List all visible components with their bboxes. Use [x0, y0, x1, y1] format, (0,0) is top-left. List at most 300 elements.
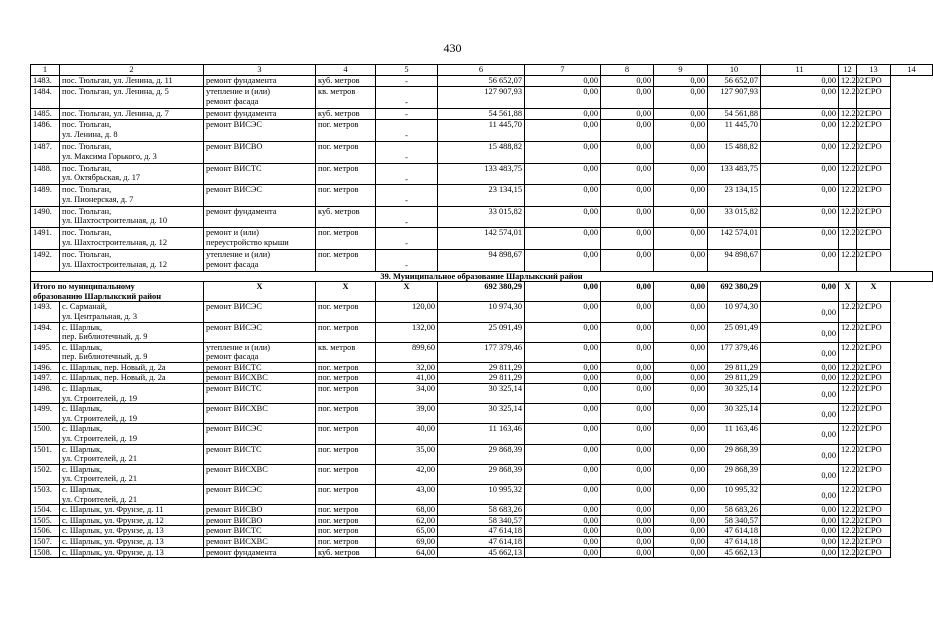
quantity-value: 39,00 — [416, 404, 435, 414]
column-number-cell: 2 — [60, 65, 204, 76]
quantity-cell — [376, 120, 438, 142]
unit-cell: пог. метров — [316, 185, 376, 207]
cost-cell: 25 091,49 — [708, 322, 761, 342]
work-type-cell — [204, 249, 316, 271]
method-cell: СРО — [857, 302, 891, 322]
cost-cell: 58 340,57 — [708, 515, 761, 526]
cost-cell: 0,00 — [525, 322, 601, 342]
cost-cell: 0,00 — [654, 424, 708, 444]
cell-line: с. Шарлык, — [62, 485, 103, 494]
row-number-cell: 1505. — [31, 515, 60, 526]
cost-value: 0,00 — [821, 362, 836, 372]
quantity-cell — [376, 87, 438, 109]
column-number-cell: 8 — [601, 65, 654, 76]
row-number-cell: 1498. — [31, 384, 60, 404]
total-cost-cell: 692 380,29 — [708, 282, 761, 302]
address-cell — [60, 228, 204, 250]
cost-value: 0,00 — [821, 75, 836, 85]
cost-cell: 23 134,15 — [708, 185, 761, 207]
cost-cell: 0,00 — [654, 444, 708, 464]
table-row — [31, 373, 933, 384]
cost-cell: 0,00 — [525, 444, 601, 464]
quantity-value: 32,00 — [416, 362, 435, 372]
cell-line: ремонт ВИСХВС — [206, 536, 268, 546]
cell-line: с. Шарлык, пер. Новый, д. 2а — [62, 373, 166, 383]
cell-line: пос. Тюльган, — [62, 141, 112, 151]
cell-line: ул. Строителей, д. 21 — [62, 474, 138, 484]
cell-line: пос. Тюльган, — [62, 163, 112, 173]
cell-line: с. Шарлык, — [62, 424, 103, 434]
table-row — [31, 141, 933, 163]
cell-line: ремонт ВИСЭС — [206, 485, 262, 494]
column-number-cell: 5 — [376, 65, 438, 76]
cost-cell: 11 445,70 — [708, 120, 761, 142]
table-row — [31, 362, 933, 373]
cost-cell: 0,00 — [525, 373, 601, 384]
cost-value: 0,00 — [821, 206, 836, 216]
cost-value: 0,00 — [821, 120, 836, 130]
column-number-header-row — [31, 65, 933, 76]
row-number-cell: 1488. — [31, 163, 60, 185]
cell-line: ремонт ВИСВО — [206, 141, 263, 151]
cost-cell: 29 868,39 — [708, 444, 761, 464]
cell-line: ул. Шахтостроительная, д. 12 — [62, 259, 168, 269]
address-cell — [60, 424, 204, 444]
method-cell: СРО — [857, 444, 891, 464]
address-cell — [60, 302, 204, 322]
quantity-cell — [376, 424, 438, 444]
method-cell: СРО — [857, 141, 891, 163]
deadline-cell: 12.2021 — [839, 485, 857, 505]
unit-cell: пог. метров — [316, 362, 376, 373]
cost-cell: 0,00 — [525, 485, 601, 505]
table-row — [31, 108, 933, 120]
total-cost-cell: 15 488,82 — [438, 141, 525, 163]
work-type-cell — [204, 141, 316, 163]
deadline-cell: 12.2021 — [839, 342, 857, 362]
cost-value: 0,00 — [821, 328, 836, 338]
cost-value: 0,00 — [821, 515, 836, 525]
column-number-cell: 1 — [31, 65, 60, 76]
cost-cell: 0,00 — [654, 464, 708, 484]
quantity-cell — [376, 444, 438, 464]
total-cost-cell: 142 574,01 — [438, 228, 525, 250]
deadline-cell: 12.2021 — [839, 444, 857, 464]
table-row — [31, 526, 933, 537]
cost-cell: 0,00 — [601, 464, 654, 484]
cost-cell: 29 811,29 — [708, 362, 761, 373]
cost-cell: 177 379,46 — [708, 342, 761, 362]
method-cell: СРО — [857, 75, 891, 87]
total-cost-cell: 10 995,32 — [438, 485, 525, 505]
cell-line: с. Шарлык, ул. Фрунзе, д. 13 — [62, 547, 164, 557]
unit-cell: кв. метров — [316, 342, 376, 362]
table-row — [31, 185, 933, 207]
method-cell: СРО — [857, 249, 891, 271]
deadline-cell: 12.2021 — [839, 362, 857, 373]
quantity-value: - — [405, 152, 408, 162]
cost-value: 0,00 — [821, 491, 836, 500]
quantity-cell — [376, 384, 438, 404]
table-row — [31, 384, 933, 404]
cost-cell: 0,00 — [654, 249, 708, 271]
column-number-cell: 7 — [525, 65, 601, 76]
cost-value: 0,00 — [821, 470, 836, 480]
cost-cell: 0,00 — [525, 75, 601, 87]
cell-line: пос. Тюльган, — [62, 228, 112, 238]
cost-cell: 0,00 — [601, 485, 654, 505]
quantity-cell — [376, 141, 438, 163]
column-number-cell: 11 — [761, 65, 839, 76]
total-cost-cell: 54 561,88 — [438, 108, 525, 120]
cell-line: ремонт ВИСЭС — [206, 120, 262, 130]
unit-cell: пог. метров — [316, 464, 376, 484]
cost-cell — [761, 163, 839, 185]
table-row — [31, 485, 933, 505]
table-row — [31, 536, 933, 547]
cell-line: переустройство крыши — [206, 237, 289, 247]
total-cost-cell: 47 614,18 — [438, 526, 525, 537]
cost-value: 0,00 — [821, 108, 836, 118]
quantity-value: - — [405, 217, 408, 227]
cost-cell: 0,00 — [601, 384, 654, 404]
quantity-cell — [376, 75, 438, 87]
cost-cell: 0,00 — [601, 444, 654, 464]
table-row — [31, 505, 933, 516]
work-type-cell — [204, 322, 316, 342]
repair-register-table — [30, 64, 933, 558]
unit-cell: кв. метров — [316, 87, 376, 109]
quantity-cell — [376, 206, 438, 228]
table-row — [31, 75, 933, 87]
cell-line: с. Шарлык, ул. Фрунзе, д. 12 — [62, 515, 164, 525]
quantity-cell — [376, 362, 438, 373]
quantity-value: - — [405, 98, 408, 108]
quantity-value: 64,00 — [416, 547, 435, 557]
method-cell: СРО — [857, 536, 891, 547]
total-cost-cell: 177 379,46 — [438, 342, 525, 362]
unit-cell: пог. метров — [316, 404, 376, 424]
column-number-cell: 14 — [891, 65, 933, 76]
cell-line: пос. Тюльган, — [62, 249, 112, 259]
column-number-cell: 10 — [708, 65, 761, 76]
method-cell: СРО — [857, 424, 891, 444]
cost-cell: 0,00 — [654, 87, 708, 109]
cell-line: образованию Шарлыкский район — [33, 291, 162, 301]
cost-cell: 0,00 — [601, 362, 654, 373]
total-cost-cell: 56 652,07 — [438, 75, 525, 87]
cell-line: ремонт ВИСЭС — [206, 185, 262, 195]
section-title: 39. Муниципальное образование Шарлыкский район — [31, 271, 933, 282]
column-number-cell: 12 — [839, 65, 857, 76]
total-cost-cell: 94 898,67 — [438, 249, 525, 271]
cost-cell: 30 325,14 — [708, 404, 761, 424]
address-cell — [60, 505, 204, 516]
cost-cell: 0,00 — [525, 141, 601, 163]
table-row — [31, 120, 933, 142]
cost-cell: 0,00 — [654, 206, 708, 228]
address-cell — [60, 87, 204, 109]
cost-cell: 94 898,67 — [708, 249, 761, 271]
cell-line: пос. Тюльган, ул. Ленина, д. 11 — [62, 75, 173, 85]
quantity-cell — [376, 505, 438, 516]
cell-line: пос. Тюльган, — [62, 185, 112, 195]
row-number-cell: 1501. — [31, 444, 60, 464]
quantity-value: - — [405, 260, 408, 270]
column-number-cell: 4 — [316, 65, 376, 76]
section-title-row — [31, 271, 933, 282]
row-number-cell: 1487. — [31, 141, 60, 163]
cost-cell: 0,00 — [654, 141, 708, 163]
cost-value: 0,00 — [821, 390, 836, 400]
cost-cell: 0,00 — [601, 424, 654, 444]
address-cell — [60, 249, 204, 271]
cost-value: 0,00 — [821, 308, 836, 318]
unit-cell: пог. метров — [316, 228, 376, 250]
total-cost-cell: 45 662,13 — [438, 547, 525, 558]
quantity-cell — [376, 515, 438, 526]
address-cell — [60, 120, 204, 142]
table-row — [31, 424, 933, 444]
row-number-cell: 1499. — [31, 404, 60, 424]
cost-cell: 30 325,14 — [708, 384, 761, 404]
unit-cell: куб. метров — [316, 75, 376, 87]
cost-cell: 0,00 — [654, 384, 708, 404]
cell-line: ул. Октябрьская, д. 17 — [62, 173, 141, 183]
cost-cell: 0,00 — [525, 228, 601, 250]
method-cell: СРО — [857, 547, 891, 558]
address-cell — [60, 384, 204, 404]
deadline-cell: 12.2021 — [839, 249, 857, 271]
quantity-value: - — [405, 174, 408, 184]
method-cell: СРО — [857, 185, 891, 207]
cell-line: ул. Строителей, д. 19 — [62, 413, 138, 423]
quantity-cell — [376, 526, 438, 537]
unit-cell: пог. метров — [316, 424, 376, 444]
deadline-cell: 12.2021 — [839, 505, 857, 516]
cell-line: ремонт ВИСТС — [206, 384, 262, 394]
cell-line: ремонт ВИСЭС — [206, 322, 262, 332]
unit-cell: куб. метров — [316, 108, 376, 120]
cell-line: с. Шарлык, — [62, 404, 103, 414]
cell-line: пер. Библиотечный, д. 9 — [62, 352, 148, 362]
cell-line: ул. Строителей, д. 19 — [62, 393, 138, 403]
cost-cell: 29 811,29 — [708, 373, 761, 384]
cost-cell — [761, 373, 839, 384]
cost-cell: 29 868,39 — [708, 464, 761, 484]
cost-cell — [761, 515, 839, 526]
row-number-cell: 1493. — [31, 302, 60, 322]
table-row — [31, 404, 933, 424]
cell-line: ремонт ВИСЭС — [206, 424, 262, 434]
cell-line: пос. Тюльган, ул. Ленина, д. 5 — [62, 87, 169, 97]
work-type-cell — [204, 362, 316, 373]
cost-cell: 0,00 — [601, 228, 654, 250]
cell-line: ул. Строителей, д. 21 — [62, 494, 138, 504]
total-x-cell: X — [376, 282, 438, 302]
deadline-cell: 12.2021 — [839, 108, 857, 120]
deadline-cell: 12.2021 — [839, 322, 857, 342]
total-cost-cell: 29 811,29 — [438, 373, 525, 384]
cost-cell — [761, 384, 839, 404]
cost-value: 0,00 — [821, 505, 836, 515]
quantity-value: 34,00 — [416, 384, 435, 394]
quantity-cell — [376, 228, 438, 250]
cell-line: ул. Строителей, д. 21 — [62, 454, 138, 464]
method-cell: СРО — [857, 120, 891, 142]
quantity-cell — [376, 404, 438, 424]
deadline-cell: 12.2021 — [839, 141, 857, 163]
table-body — [31, 65, 933, 558]
work-type-cell — [204, 228, 316, 250]
table-row — [31, 515, 933, 526]
total-cost-cell: 29 811,29 — [438, 362, 525, 373]
deadline-cell: 12.2021 — [839, 302, 857, 322]
cost-cell: 0,00 — [654, 228, 708, 250]
deadline-cell: 12.2021 — [839, 526, 857, 537]
address-cell — [60, 373, 204, 384]
work-type-cell — [204, 342, 316, 362]
total-x-cell: X — [204, 282, 316, 302]
cost-cell: 0,00 — [654, 302, 708, 322]
address-cell — [60, 536, 204, 547]
cost-cell: 0,00 — [525, 206, 601, 228]
address-cell — [60, 362, 204, 373]
address-cell — [60, 485, 204, 505]
deadline-cell: 12.2021 — [839, 404, 857, 424]
work-type-cell — [204, 120, 316, 142]
cost-cell: 33 015,82 — [708, 206, 761, 228]
cost-cell: 0,00 — [654, 526, 708, 537]
cell-line: утепление и (или) — [206, 342, 271, 352]
cost-cell — [761, 505, 839, 516]
work-type-cell — [204, 75, 316, 87]
row-number-cell: 1497. — [31, 373, 60, 384]
cost-value: 0,00 — [821, 536, 836, 546]
cost-cell — [761, 362, 839, 373]
cost-cell: 0,00 — [525, 108, 601, 120]
cell-line: Итого по муниципальному — [33, 282, 135, 292]
cost-cell — [761, 424, 839, 444]
cell-line: с. Шарлык, — [62, 384, 103, 394]
cost-cell: 54 561,88 — [708, 108, 761, 120]
total-cost-cell: 25 091,49 — [438, 322, 525, 342]
cost-cell: 0,00 — [654, 322, 708, 342]
row-number-cell: 1503. — [31, 485, 60, 505]
cost-cell: 0,00 — [601, 373, 654, 384]
work-type-cell — [204, 206, 316, 228]
cost-cell: 0,00 — [654, 108, 708, 120]
cell-line: пос. Тюльган, — [62, 120, 112, 130]
cell-line: ремонт фундамента — [206, 547, 277, 557]
quantity-value: 120,00 — [411, 302, 435, 312]
cost-cell: 0,00 — [601, 547, 654, 558]
method-cell: СРО — [857, 362, 891, 373]
cost-cell — [761, 206, 839, 228]
unit-cell: пог. метров — [316, 505, 376, 516]
cell-line: ул. Шахтостроительная, д. 10 — [62, 216, 168, 226]
method-cell: СРО — [857, 206, 891, 228]
quantity-cell — [376, 536, 438, 547]
cost-cell: 0,00 — [601, 163, 654, 185]
quantity-value: 69,00 — [416, 536, 435, 546]
cost-cell: 0,00 — [525, 547, 601, 558]
total-x-cell: X — [316, 282, 376, 302]
cost-cell — [761, 302, 839, 322]
quantity-cell — [376, 373, 438, 384]
cell-line: с. Шарлык, ул. Фрунзе, д. 13 — [62, 526, 164, 536]
method-cell: СРО — [857, 384, 891, 404]
total-cost-cell: 11 445,70 — [438, 120, 525, 142]
cell-line: ремонт фасада — [206, 96, 259, 106]
address-cell — [60, 342, 204, 362]
cost-cell: 47 614,18 — [708, 526, 761, 537]
cost-cell: 0,00 — [525, 384, 601, 404]
unit-cell: куб. метров — [316, 547, 376, 558]
quantity-cell — [376, 342, 438, 362]
total-cost-cell: 692 380,29 — [438, 282, 525, 302]
cost-cell — [761, 75, 839, 87]
row-number-cell: 1502. — [31, 464, 60, 484]
work-type-cell — [204, 87, 316, 109]
cell-line: ремонт фундамента — [206, 206, 277, 216]
cell-line: ремонт фасада — [206, 259, 259, 269]
method-cell: СРО — [857, 87, 891, 109]
quantity-value: - — [405, 239, 408, 249]
cost-cell: 0,00 — [525, 505, 601, 516]
total-cost-cell: 30 325,14 — [438, 384, 525, 404]
cost-cell: 0,00 — [525, 120, 601, 142]
cost-cell: 0,00 — [601, 536, 654, 547]
cost-value: 0,00 — [821, 410, 836, 420]
quantity-value: 41,00 — [416, 373, 435, 383]
quantity-cell — [376, 163, 438, 185]
unit-cell: пог. метров — [316, 141, 376, 163]
cost-value: 0,00 — [821, 547, 836, 557]
cost-cell — [761, 108, 839, 120]
cost-cell: 15 488,82 — [708, 141, 761, 163]
cost-value: 0,00 — [821, 526, 836, 536]
unit-cell: пог. метров — [316, 515, 376, 526]
work-type-cell — [204, 536, 316, 547]
deadline-cell: 12.2021 — [839, 206, 857, 228]
total-x-cell: X — [839, 282, 857, 302]
cost-cell — [761, 322, 839, 342]
cost-cell: 0,00 — [654, 163, 708, 185]
total-cost-cell: 30 325,14 — [438, 404, 525, 424]
total-cost-cell: 29 868,39 — [438, 464, 525, 484]
quantity-value: 68,00 — [416, 505, 435, 515]
table-row — [31, 464, 933, 484]
column-number-cell: 6 — [438, 65, 525, 76]
quantity-value: 62,00 — [416, 515, 435, 525]
address-cell — [60, 404, 204, 424]
cell-line: ул. Центральная, д. 3 — [62, 311, 138, 321]
cost-cell: 11 163,46 — [708, 424, 761, 444]
quantity-value: 43,00 — [416, 485, 435, 494]
address-cell — [60, 141, 204, 163]
quantity-value: 132,00 — [411, 322, 435, 332]
total-cost-cell: 29 868,39 — [438, 444, 525, 464]
quantity-cell — [376, 249, 438, 271]
cost-value: 0,00 — [821, 430, 836, 440]
method-cell: СРО — [857, 526, 891, 537]
unit-cell: пог. метров — [316, 249, 376, 271]
row-number-cell: 1489. — [31, 185, 60, 207]
column-number-cell: 9 — [654, 65, 708, 76]
quantity-cell — [376, 302, 438, 322]
cell-line: с. Шарлык, пер. Новый, д. 2а — [62, 362, 166, 372]
